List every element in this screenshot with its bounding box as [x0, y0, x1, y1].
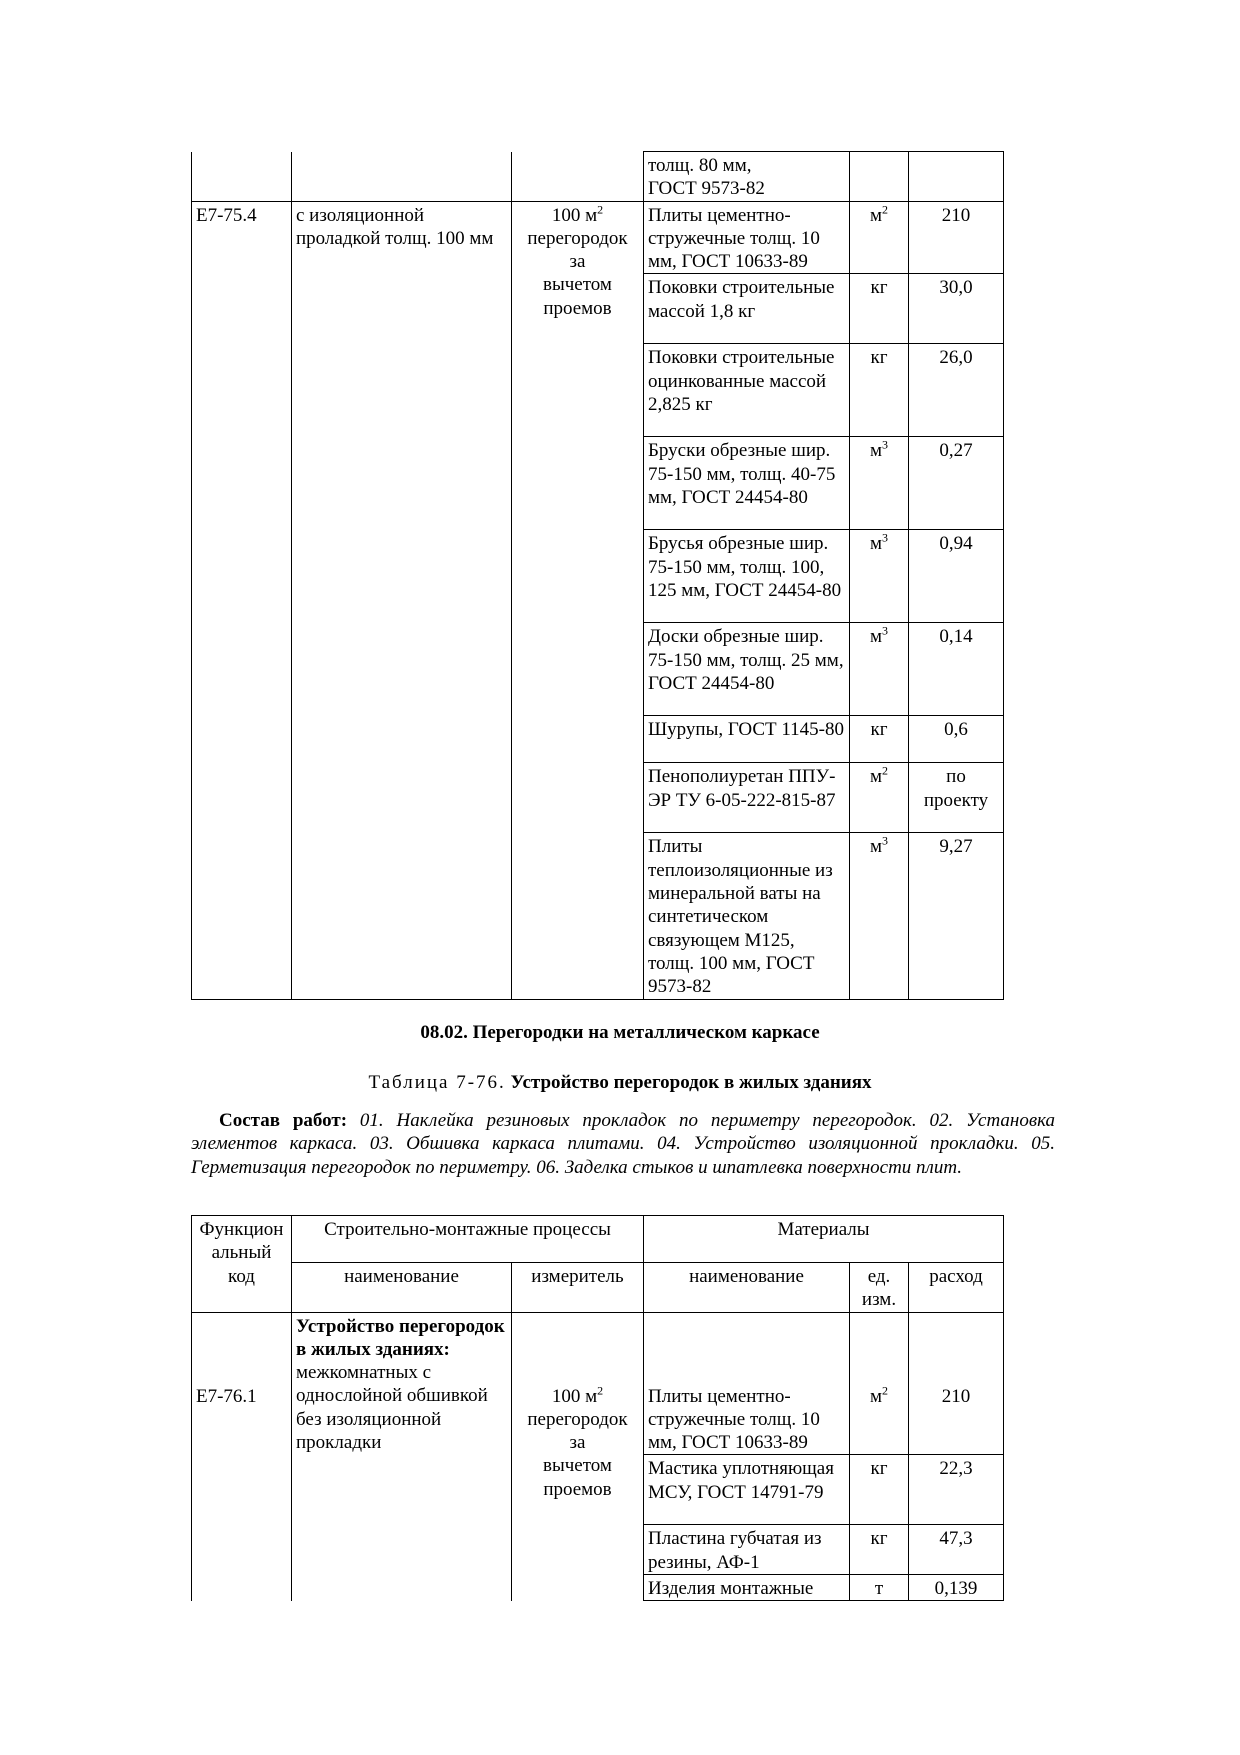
header-materials: Материалы	[644, 1216, 1004, 1263]
unit-cell: $м^3$	[850, 623, 909, 716]
code-cell	[192, 152, 292, 202]
material-name-cell: Поковки строительные массой 1,8 кг	[644, 274, 850, 344]
work-composition	[191, 1109, 1055, 1179]
work-composition-label: Состав работ:	[219, 1110, 348, 1131]
unit-cell: кг	[850, 344, 909, 437]
process-title: Устройство перегородок в жилых зданиях:	[296, 1315, 505, 1360]
header-meter: измеритель	[512, 1263, 644, 1313]
qty-cell: 210	[909, 1312, 1004, 1455]
table-header-row	[192, 1216, 1004, 1263]
meter-line: перегородок	[527, 1408, 628, 1430]
unit-cell: т	[850, 1575, 909, 1601]
header-process-name: наименование	[292, 1263, 512, 1313]
material-name-cell: Пенополиуретан ППУ-ЭР ТУ 6-05-222-815-87	[644, 763, 850, 833]
qty-cell: 26,0	[909, 344, 1004, 437]
code-cell: Е7-76.1	[192, 1312, 292, 1601]
unit-cell: $м^2$	[850, 201, 909, 274]
material-name-cell: Шурупы, ГОСТ 1145-80	[644, 716, 850, 763]
material-name-cell: Изделия монтажные	[644, 1575, 850, 1601]
table-caption	[0, 1072, 1240, 1094]
material-name-cell: Брусья обрезные шир. 75-150 мм, толщ. 100, 125 мм, ГОСТ 24454-80	[644, 530, 850, 623]
table-row	[192, 152, 1004, 202]
unit-cell	[850, 152, 909, 202]
qty-cell: 0,27	[909, 437, 1004, 530]
qty-cell: 47,3	[909, 1525, 1004, 1575]
qty-cell: 30,0	[909, 274, 1004, 344]
material-name-cell: Поковки строительные оцинкованные массой 2,825 кг	[644, 344, 850, 437]
unit-cell: кг	[850, 274, 909, 344]
table-7-75-continuation	[191, 151, 1004, 1000]
table-7-76	[191, 1215, 1004, 1601]
table-caption-label: Таблица 7-76.	[368, 1072, 506, 1093]
unit-cell: $м^2$	[850, 1312, 909, 1455]
material-name-cell: Плиты цементно-стружечные толщ. 10 мм, ГОСТ 10633-89	[644, 201, 850, 274]
meter-line: вычетом	[543, 274, 612, 296]
qty-cell: 0,139	[909, 1575, 1004, 1601]
code-cell: Е7-75.4	[192, 201, 292, 999]
unit-cell: кг	[850, 1525, 909, 1575]
qty-cell: 210	[909, 201, 1004, 274]
meter-cell	[512, 152, 644, 202]
header-qty: расход	[909, 1263, 1004, 1313]
qty-cell: 0,94	[909, 530, 1004, 623]
meter-unit-sup: 2	[597, 202, 604, 217]
unit-cell: $м^2$	[850, 763, 909, 833]
table-header-row	[192, 1263, 1004, 1313]
material-name-cell: Мастика уплотняющая МСУ, ГОСТ 14791-79	[644, 1455, 850, 1525]
qty-cell: 0,6	[909, 716, 1004, 763]
qty-cell: по проекту	[909, 763, 1004, 833]
meter-cell	[512, 201, 644, 999]
material-name-cell: Пластина губчатая из резины, АФ-1	[644, 1525, 850, 1575]
meter-cell	[512, 1312, 644, 1601]
unit-cell: кг	[850, 1455, 909, 1525]
process-cell	[292, 1312, 512, 1601]
material-name-cell	[644, 152, 850, 202]
meter-line: за	[569, 251, 586, 273]
meter-line: за	[569, 1432, 586, 1454]
meter-unit-sup: 2	[597, 1383, 604, 1398]
unit-cell: $м^3$	[850, 833, 909, 999]
meter-unit: 100 м	[551, 204, 598, 226]
material-name-line: толщ. 80 мм,	[648, 155, 752, 176]
meter-line: проемов	[543, 1478, 612, 1500]
unit-cell: $м^3$	[850, 530, 909, 623]
process-name: межкомнатных с однослойной обшивкой без изоляционной прокладки	[296, 1362, 488, 1454]
unit-cell: кг	[850, 716, 909, 763]
material-name-cell: Плиты цементно-стружечные толщ. 10 мм, ГОСТ 10633-89	[644, 1312, 850, 1455]
work-composition-text: 01. Наклейка резиновых прокладок по периметру перегородок. 02. Установка элементов каркаса. 03. Обшивка каркаса плитами. 04. Устройство изоляционной прокладки. 05. Герметизация перегородок по периметру. 06. Заделка стыков и шпатлевка поверхности плит.	[191, 1110, 1055, 1178]
material-name-cell: Бруски обрезные шир. 75-150 мм, толщ. 40-75 мм, ГОСТ 24454-80	[644, 437, 850, 530]
meter-line: перегородок	[527, 227, 628, 249]
process-cell: с изоляционной проладкой толщ. 100 мм	[292, 201, 512, 999]
table-caption-title: Устройство перегородок в жилых зданиях	[510, 1072, 872, 1093]
qty-cell: 9,27	[909, 833, 1004, 999]
section-title: 08.02. Перегородки на металлическом каркасе	[420, 1022, 820, 1043]
process-cell	[292, 152, 512, 202]
qty-cell: 22,3	[909, 1455, 1004, 1525]
table-row	[192, 1312, 1004, 1455]
header-unit: ед. изм.	[850, 1263, 909, 1313]
header-code: Функцион альный код	[192, 1216, 292, 1313]
material-name-cell: Плиты теплоизоляционные из минеральной ваты на синтетическом связующем М125, толщ. 100 мм, ГОСТ 9573-82	[644, 833, 850, 999]
unit-cell: $м^3$	[850, 437, 909, 530]
header-processes: Строительно-монтажные процессы	[292, 1216, 644, 1263]
material-name-cell: Доски обрезные шир. 75-150 мм, толщ. 25 мм, ГОСТ 24454-80	[644, 623, 850, 716]
material-name-line: ГОСТ 9573-82	[648, 178, 765, 200]
meter-unit: 100 м	[551, 1385, 598, 1407]
table-row	[192, 201, 1004, 274]
meter-line: проемов	[543, 297, 612, 319]
qty-cell	[909, 152, 1004, 202]
header-material-name: наименование	[644, 1263, 850, 1313]
qty-cell: 0,14	[909, 623, 1004, 716]
meter-line: вычетом	[543, 1455, 612, 1477]
